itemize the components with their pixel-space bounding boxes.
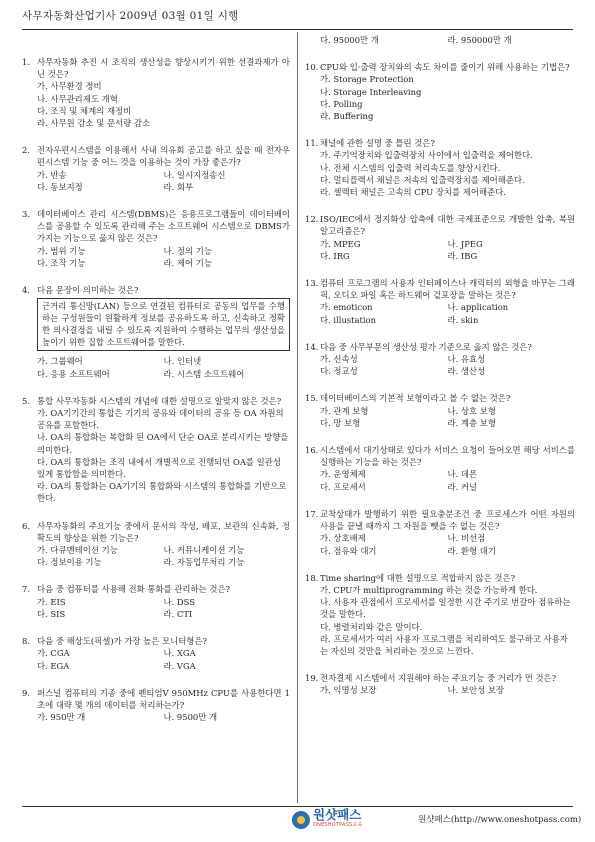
question-item xyxy=(305,672,575,696)
answer-options xyxy=(305,238,575,262)
answer-option: 다. Polling xyxy=(320,98,363,109)
answer-option-row xyxy=(37,245,290,257)
question-text: ISO/IEC에서 정지화상 압축에 대한 국제표준으로 개발한 압축, 복원 알고리즘은? xyxy=(320,214,575,237)
answer-options xyxy=(305,532,575,556)
question-text: 다음 중 컴퓨터를 사용해 전화 통화를 관리하는 것은? xyxy=(37,584,231,595)
answer-option: 다. 정보이용 기능 xyxy=(37,557,102,568)
answer-option: 라. 환형 대기 xyxy=(447,545,496,556)
answer-option: 다. EGA xyxy=(37,660,70,671)
question-item xyxy=(22,687,290,724)
answer-options xyxy=(305,468,575,492)
answer-option: 나. 전체 시스템의 입출력 처리속도를 향상시킨다. xyxy=(320,162,501,173)
answer-option: 나. XGA xyxy=(163,648,196,659)
answer-options xyxy=(305,353,575,377)
answer-option: 라. IBG xyxy=(447,250,478,261)
answer-option: 가. 관계 보형 xyxy=(320,405,369,416)
question-text: CPU와 입·출력 장치와의 속도 차이를 줄이기 위해 사용하는 기법은? xyxy=(320,62,570,73)
question-number: 8. xyxy=(22,636,30,647)
question-text: 시스템에서 대기상태로 있다가 서비스 요청이 들어오면 해당 서비스를 실행하는 기능을 하는 것은? xyxy=(320,445,575,468)
question-text: 전자우편시스템을 이용해서 사내 의유회 공고를 하고 싶을 때 전자우편시스템 기능 중 어느 것을 이용하는 것이 가장 좋은가? xyxy=(37,145,290,168)
question-number: 17. xyxy=(305,508,319,519)
question-text: 퍼스널 컴퓨터의 기종 중에 펜티엄V 950MHz CPU를 사용한다면 1초에 대략 몇 개의 데이터를 처리하는가? xyxy=(37,687,290,710)
question-text: 사무자동화의 주요기능 중에서 문서의 작성, 배포, 보관의 신속화, 정확도의 향상을 위한 기능은? xyxy=(37,520,290,543)
question-text: 통합 사무자동화 시스템의 개념에 대한 설명으로 알맞지 않은 것은? xyxy=(37,395,282,406)
question-text: Time sharing에 대한 설명으로 적합하지 않은 것은? xyxy=(320,572,516,583)
question-item xyxy=(22,56,290,129)
page-title: 사무자동화산업기사 2009년 03월 01일 시행 xyxy=(22,10,239,22)
answer-option: 가. emoticon xyxy=(320,302,373,313)
answer-option: 다. OA의 통합화는 조직 내에서 개별적으로 진행되던 OA를 일관성 있게 통합함을 의미한다. xyxy=(37,456,281,480)
question-item xyxy=(305,34,575,46)
question-number: 5. xyxy=(22,395,30,406)
question-stem xyxy=(305,61,575,73)
answer-option-row xyxy=(320,481,575,493)
answer-option: 가. 범위 기능 xyxy=(37,245,86,256)
answer-options xyxy=(22,647,290,671)
answer-option: 라. 사무원 감소 및 문서량 감소 xyxy=(37,118,151,129)
left-column xyxy=(22,56,290,738)
answer-option: 나. 사용자 관점에서 프로세서를 일정한 시간 주기로 번갈아 점유하는 것을 말한다. xyxy=(320,597,571,620)
answer-option: 라. 생산성 xyxy=(447,366,486,377)
answer-option: 나. application xyxy=(447,302,509,313)
answer-option: 라. Buffering xyxy=(320,111,374,122)
answer-option: 나. 비선점 xyxy=(447,533,486,544)
answer-option: 다. IRG xyxy=(320,250,350,261)
answer-option: 가. 운영체제 xyxy=(320,469,366,480)
answer-option: 가. 주기억장치와 입출력장치 사이에서 입출력을 제어한다. xyxy=(320,150,533,161)
question-number: 6. xyxy=(22,520,30,531)
question-item xyxy=(22,144,290,193)
question-item xyxy=(305,508,575,557)
question-text: 다음 중 사무부문의 생산성 평가 기준으로 옳지 않은 것은? xyxy=(320,341,532,352)
question-stem xyxy=(22,583,290,595)
answer-option-row xyxy=(37,596,290,608)
question-number: 19. xyxy=(305,673,319,684)
answer-options xyxy=(22,80,290,129)
answer-option-row xyxy=(37,355,290,367)
footer-url: 원샷패스(http://www.oneshotpass.com) xyxy=(418,815,582,825)
answer-option-row xyxy=(37,647,290,659)
question-stem xyxy=(22,635,290,647)
question-text: 교착상태가 발행하기 위한 필요충분조건 중 프로세스가 어떤 자원의 사용을 끝낼 때까지 그 자원을 뺏을 수 없는 것은? xyxy=(320,508,575,532)
answer-option: 다. illustation xyxy=(320,314,376,325)
answer-option-row xyxy=(37,169,290,181)
answer-option: 가. Storage Protection xyxy=(320,74,414,85)
oneshotpass-logo xyxy=(292,807,363,830)
answer-option: 다. 동보지정 xyxy=(37,181,83,192)
question-stem xyxy=(305,392,575,404)
question-item xyxy=(305,392,575,429)
question-stem xyxy=(22,56,290,80)
answer-options xyxy=(22,544,290,568)
answer-option: 라. VGA xyxy=(163,660,196,671)
answer-option: 가. 그룹웨어 xyxy=(37,356,83,367)
answer-option-row xyxy=(320,353,575,365)
answer-option: 다. 병렬처리와 같은 말이다. xyxy=(320,621,423,632)
question-number: 13. xyxy=(305,278,319,289)
question-item xyxy=(22,520,290,569)
answer-option-row xyxy=(320,314,575,326)
question-number: 7. xyxy=(22,584,30,595)
question-number: 15. xyxy=(305,393,319,404)
answer-option: 나. 정의 기능 xyxy=(163,245,212,256)
answer-option: 가. 익명성 보장 xyxy=(320,685,377,696)
answer-option-row xyxy=(320,301,575,313)
answer-option: 나. 보안성 보장 xyxy=(447,685,505,696)
answer-option-row xyxy=(37,660,290,672)
answer-option-row xyxy=(320,532,575,544)
answer-option: 나. 유효성 xyxy=(447,354,486,365)
answer-options xyxy=(305,405,575,429)
question-item xyxy=(22,284,290,380)
answer-option: 나. 사무관리제도 개혁 xyxy=(37,93,118,104)
answer-option: 라. 제어 기능 xyxy=(163,257,212,268)
answer-option-row xyxy=(37,181,290,193)
answer-option: 라. CTI xyxy=(163,608,193,619)
question-stem xyxy=(305,672,575,684)
question-text: 데이터베이스 관리 시스템(DBMS)은 응용프로그램들이 데이터베이스를 공용할 수 있도록 관리해 주는 소프트웨어 시스템으로 DBMS가 가지는 기능으로 옳지 않은 것은? xyxy=(37,209,290,244)
question-stem xyxy=(305,277,575,301)
answer-option: 다. 정교성 xyxy=(320,366,358,377)
answer-option: 나. Storage Interleaving xyxy=(320,86,422,97)
answer-option: 나. 일시지정송신 xyxy=(163,169,226,180)
question-item xyxy=(305,277,575,326)
question-stem xyxy=(305,137,575,149)
question-stem xyxy=(22,520,290,544)
answer-option: 다. 프로세서 xyxy=(320,481,366,492)
question-item xyxy=(22,395,290,505)
logo-icon xyxy=(292,811,310,829)
right-column xyxy=(305,34,575,712)
answer-option: 가. 신속성 xyxy=(320,354,358,365)
question-item xyxy=(305,61,575,122)
question-number: 4. xyxy=(22,285,30,296)
question-text: 데이터베이스의 기본적 보형이라고 볼 수 없는 것은? xyxy=(320,393,511,404)
question-stem xyxy=(22,144,290,168)
answer-option-row xyxy=(320,405,575,417)
answer-option: 가. 상호배제 xyxy=(320,533,366,544)
question-number: 1. xyxy=(22,57,30,67)
question-stem xyxy=(305,444,575,468)
answer-option: 가. 950만 개 xyxy=(37,712,86,723)
question-number: 10. xyxy=(305,62,319,73)
answer-option: 나. 데몬 xyxy=(447,469,478,480)
answer-option-row xyxy=(37,368,290,380)
answer-option-row xyxy=(37,556,290,568)
question-number: 2. xyxy=(22,145,30,156)
question-number: 18. xyxy=(305,572,319,583)
question-number: 14. xyxy=(305,341,319,352)
answer-option: 다. 점유와 대기 xyxy=(320,545,377,556)
answer-option: 다. 응용 소프트웨어 xyxy=(37,368,110,379)
answer-option-row xyxy=(320,34,575,46)
question-stem xyxy=(22,284,290,296)
answer-options xyxy=(22,355,290,379)
answer-option: 가. CGA xyxy=(37,648,70,659)
header-rule xyxy=(22,29,573,30)
question-text: 다음 중 해상도(픽셀)가 가장 높은 모니터형은? xyxy=(37,636,207,647)
answer-option: 라. 회부 xyxy=(163,181,194,192)
question-number: 16. xyxy=(305,445,319,456)
answer-option-row xyxy=(320,684,575,696)
question-passage-box: 근거리 통신망(LAN) 등으로 연결된 컴퓨터로 공동의 업무를 수행하는 구성원들이 원활하게 정보를 공유하도록 하고, 신속하고 정확한 의사결정을 내릴 수 있도록 지원하여 수행하는 업무의 생산성을 높이기 위한 집합 소프트웨어를 말한다. xyxy=(37,298,290,351)
answer-option: 가. 사무환경 정비 xyxy=(37,81,102,92)
answer-option: 가. MPEG xyxy=(320,238,361,249)
answer-options xyxy=(22,596,290,620)
question-text: 다음 문장이 의미하는 것은? xyxy=(37,285,139,296)
answer-option: 다. 망 보형 xyxy=(320,417,361,428)
answer-option: 라. OA의 통합화는 OA기기의 통합화와 시스템의 통합화를 기반으로 한다. xyxy=(37,481,287,504)
answer-option: 다. 95000만 개 xyxy=(320,35,379,45)
answer-option: 나. 9500만 개 xyxy=(163,712,218,723)
answer-option: 가. 반송 xyxy=(37,169,67,180)
answer-option: 가. EIS xyxy=(37,596,66,607)
question-item xyxy=(22,583,290,620)
answer-option-row xyxy=(320,365,575,377)
answer-options xyxy=(305,301,575,325)
answer-option: 나. 상호 보형 xyxy=(447,405,496,416)
answer-option-row xyxy=(37,711,290,723)
question-item xyxy=(305,213,575,262)
answer-option-row xyxy=(320,417,575,429)
question-stem xyxy=(305,572,575,584)
answer-option: 가. OA기기간의 통합은 기기의 공유와 데이터의 공유 등 OA 자원의 공유를 포함한다. xyxy=(37,408,284,431)
question-item xyxy=(305,341,575,378)
question-number: 3. xyxy=(22,209,30,220)
answer-option: 라. 계층 보형 xyxy=(447,417,496,428)
question-item xyxy=(305,572,575,657)
answer-option: 가. CPU가 multiprogramming 하는 것을 가능하게 한다. xyxy=(320,584,538,595)
answer-option-row xyxy=(320,238,575,250)
answer-options xyxy=(305,584,575,657)
question-text: 채널에 관한 설명 중 틀린 것은? xyxy=(320,138,435,149)
question-stem xyxy=(305,508,575,532)
answer-option: 라. 셀렉터 채널은 고속의 CPU 장치를 제어해준다. xyxy=(320,187,506,198)
question-stem xyxy=(22,687,290,711)
answer-option-row xyxy=(320,468,575,480)
question-item xyxy=(305,444,575,493)
answer-options xyxy=(22,169,290,193)
answer-options xyxy=(305,684,575,696)
question-number: 12. xyxy=(305,214,319,225)
answer-options xyxy=(22,407,290,505)
question-text: 전자결제 시스템에서 지원해야 하는 주요기능 중 거리가 먼 것은? xyxy=(320,673,557,684)
question-item xyxy=(22,635,290,672)
answer-option: 가. 다큐멘테이션 기능 xyxy=(37,545,118,556)
question-number: 11. xyxy=(305,138,319,149)
answer-options xyxy=(22,711,290,723)
answer-option-row xyxy=(37,257,290,269)
question-item xyxy=(305,137,575,198)
answer-option: 라. 자동업무처리 기능 xyxy=(163,557,245,568)
answer-option-row xyxy=(320,545,575,557)
question-stem xyxy=(305,341,575,353)
answer-options xyxy=(305,34,575,46)
answer-option: 라. 커널 xyxy=(447,481,478,492)
question-number: 9. xyxy=(22,687,30,698)
answer-option: 다. 멀티플렉서 채널은 저속의 입출력장치를 제어해준다. xyxy=(320,174,525,185)
answer-option-row xyxy=(37,608,290,620)
answer-option-row xyxy=(37,544,290,556)
answer-option-row xyxy=(320,250,575,262)
answer-option: 다. 조직 및 체계의 재정비 xyxy=(37,105,132,116)
answer-options xyxy=(305,149,575,198)
question-stem xyxy=(305,213,575,237)
logo-wordmark: 원샷패스 xyxy=(313,807,362,822)
answer-options xyxy=(22,245,290,269)
answer-option: 나. 커뮤니케이션 기능 xyxy=(163,545,245,556)
answer-option: 나. JPEG xyxy=(447,238,483,249)
question-text: 사무자동화 추진 시 조직의 생산성을 향상시키기 위한 선결과제가 아닌 것은? xyxy=(37,57,290,80)
answer-option: 다. 조작 기능 xyxy=(37,257,86,268)
answer-option: 나. OA의 통합화는 복합화 된 OA에서 단순 OA로 분리시키는 방향을 의미한다. xyxy=(37,432,289,455)
question-stem xyxy=(22,395,290,407)
logo-subtitle: ONESHOTPASS교육 xyxy=(313,822,363,828)
answer-options xyxy=(305,73,575,122)
answer-option: 라. skin xyxy=(447,314,479,325)
answer-option: 다. SIS xyxy=(37,608,66,619)
answer-option: 라. 프로세서가 여러 사용자 프로그램을 처리하여도 불구하고 사용자는 자신의 것만을 처리하는 것으로 느낀다. xyxy=(320,633,568,656)
answer-option: 나. DSS xyxy=(163,596,195,607)
question-text: 컴퓨터 프로그램의 사용자 인터페이스나 캐릭터의 외형을 바꾸는 그래픽, 오디오 파일 혹은 하드웨어 겉포장을 말하는 것은? xyxy=(320,278,575,301)
question-item xyxy=(22,208,290,269)
answer-option: 라. 950000만 개 xyxy=(447,35,512,45)
question-stem xyxy=(22,208,290,245)
column-divider xyxy=(297,32,298,803)
footer-rule xyxy=(22,806,573,807)
answer-option: 나. 인터넷 xyxy=(163,356,202,367)
answer-option: 라. 시스템 소프트웨어 xyxy=(163,368,245,379)
